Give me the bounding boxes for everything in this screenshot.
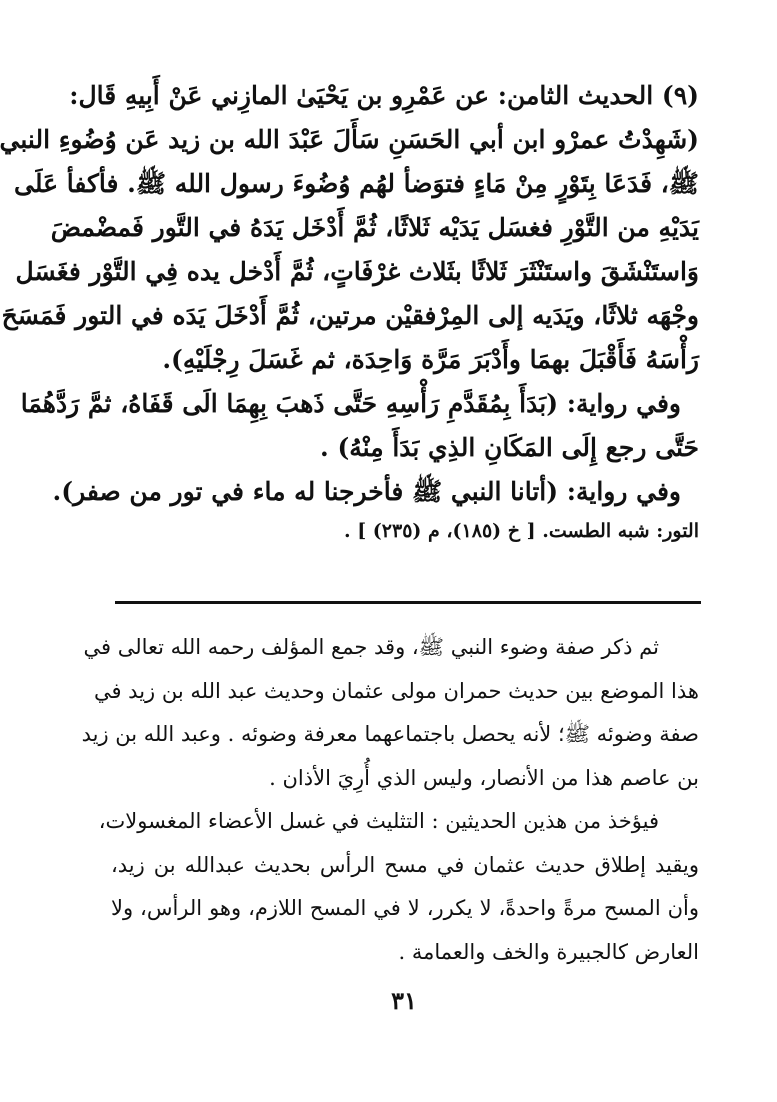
hadith-line: (شَهِدْتُ عمرْو ابن أبي الحَسَنِ سَأَلَ عَبْدَ الله بن زيد عَن وُضُوءِ النبي [0, 125, 699, 154]
hadith-line: ﷺ، فَدَعَا بِتَوْرٍ مِنْ مَاءٍ فتوَضأ لهُم وُضُوءَ رسول الله ﷺ. فأكفأ عَلَى [13, 169, 699, 198]
hadith-line: وجْهَه ثلاثًا، ويَدَيه إلى المِرْفقيْن مرتين، ثُمَّ أَدْخَلَ يَدَه في التور فَمَسَحَ [1, 301, 699, 330]
riwaya-line: وفي رواية: (بَدَأَ بِمُقَدَّمِ رَأْسِهِ حَتَّى ذَهبَ بِهِمَا الَى قَفَاهُ، ثمَّ رَدَّهُمَا [20, 389, 681, 418]
commentary-line: العارض كالجبيرة والخف والعمامة . [398, 939, 699, 964]
commentary-line: فيؤخذ من هذين الحديثين : التثليث في غسل الأعضاء المغسولات، [98, 809, 659, 833]
commentary-line: بن عاصم هذا من الأنصار، وليس الذي أُرِيَ الأذان . [269, 765, 699, 790]
page-number: ٣١ [391, 986, 417, 1015]
commentary-line: هذا الموضع بين حديث حمران مولى عثمان وحديث عبد الله بن زيد في [93, 678, 699, 703]
riwaya-line: وفي رواية: (أتانا النبي ﷺ فأخرجنا له ماء في تور من صفر). [52, 477, 681, 506]
hadith-text-block [0, 74, 699, 548]
vocabulary-note: التور: شبه الطست. [ خ (١٨٥)، م (٢٣٥) ] . [343, 520, 699, 542]
commentary-line: صفة وضوئه ﷺ؛ لأنه يحصل باجتماعهما معرفة وضوئه . وعبد الله بن زيد [81, 722, 699, 746]
riwaya-line: حَتَّى رجع إِلَى المَكَانِ الذِي بَدَأَ مِنْهُ) . [320, 433, 699, 462]
hadith-line: وَاستَنْشَقَ واستَنْثَرَ ثَلاثًا بثَلاث غرْفَاتٍ، ثُمَّ أَدْخل يده فِي التَّوْر فغَسَل [15, 257, 699, 286]
hadith-line: يَدَيْهِ من التَّوْرِ فغسَل يَدَيْه ثَلاثًا، ثُمَّ أَدْخَل يَدَهُ في التَّور فَمضْمضَ [50, 213, 699, 242]
commentary-block [81, 626, 699, 974]
hadith-line: (٩) الحديث الثامن: عن عَمْرِو بن يَحْيَىٰ المازِني عَنْ أَبِيهِ قَال: [69, 81, 699, 110]
hadith-line: رَأْسَهُ فَأَقْبَلَ بهمَا وأَدْبَرَ مَرَّة وَاحِدَة، ثم غَسَلَ رِجْلَيْهِ). [162, 345, 699, 374]
commentary-line: ويقيد إطلاق حديث عثمان في مسح الرأس بحديث عبدالله بن زيد، [111, 852, 699, 877]
commentary-line: وأن المسح مرةً واحدةً، لا يكرر، لا في المسح اللازم، وهو الرأس، ولا [111, 896, 699, 920]
commentary-line: ثم ذكر صفة وضوء النبي ﷺ، وقد جمع المؤلف رحمه الله تعالى في [83, 635, 659, 659]
section-divider [115, 601, 701, 604]
